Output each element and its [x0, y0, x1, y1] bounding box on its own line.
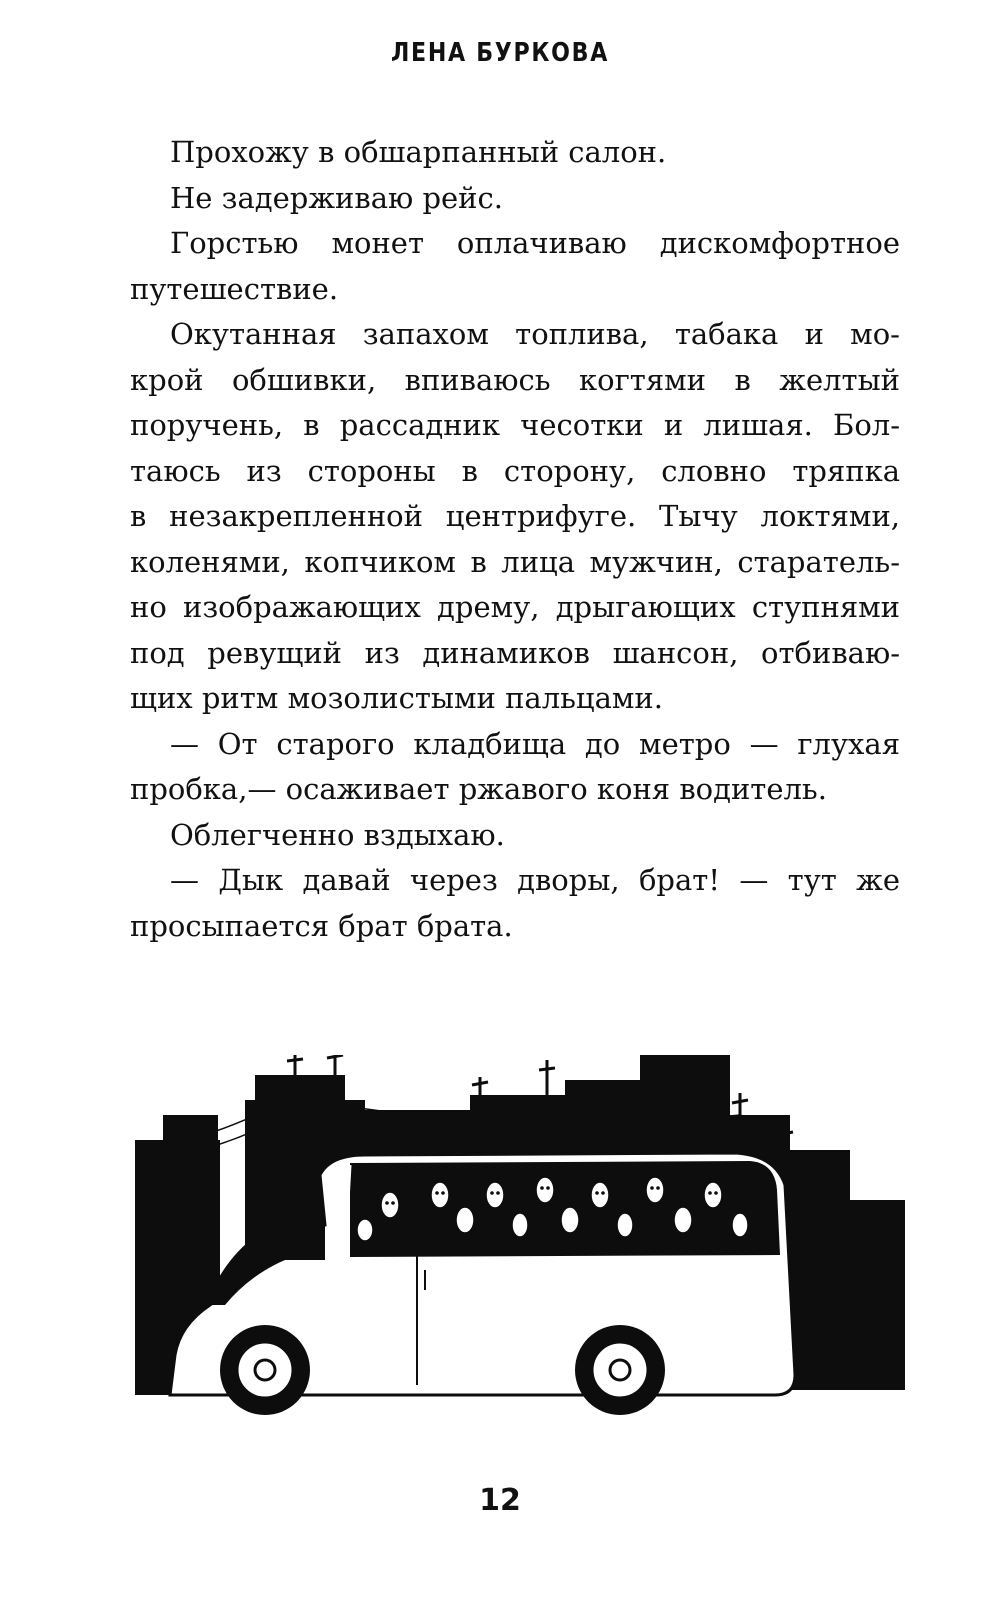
text-line: просыпается брат брата.	[130, 908, 513, 943]
running-header-author: ЛЕНА БУРКОВА	[390, 38, 610, 68]
text-line: Не задерживаю рейс.	[170, 180, 503, 215]
text-line: пробка,— осаживает ржавого коня водитель.	[130, 772, 827, 806]
text-line: Прохожу в обшарпанный салон.	[170, 135, 667, 169]
text-line: в незакрепленной центрифуге. Тычу локтями,	[130, 499, 900, 533]
text-line: — Дык давай через дворы, брат! — тут же	[170, 863, 900, 897]
text-line: — От старого кладбища до метро — глухая	[170, 726, 900, 761]
text-line: под ревущий из динамиков шансон, отбиваю-	[130, 635, 900, 670]
text-line: Горстью монет оплачиваю дискомфортное	[170, 226, 900, 260]
minibus-illustration	[135, 1055, 905, 1435]
body-text	[130, 130, 900, 949]
text-line: путешествие.	[130, 271, 339, 306]
text-line: крой обшивки, впиваюсь когтями в желтый	[130, 362, 900, 397]
text-line: таюсь из стороны в сторону, словно тряпка	[130, 453, 900, 488]
text-line: щих ритм мозолистыми пальцами.	[130, 681, 663, 715]
text-line: поручень, в рассадник чесотки и лишая. Бол-	[130, 408, 900, 442]
text-line: коленями, копчиком в лица мужчин, старатель-	[130, 544, 900, 579]
text-line: Окутанная запахом топлива, табака и мо-	[170, 317, 900, 351]
page-number: 12	[479, 1483, 521, 1518]
text-line: Облегченно вздыхаю.	[170, 817, 505, 852]
text-line: но изображающих дрему, дрыгающих ступнями	[130, 590, 900, 624]
